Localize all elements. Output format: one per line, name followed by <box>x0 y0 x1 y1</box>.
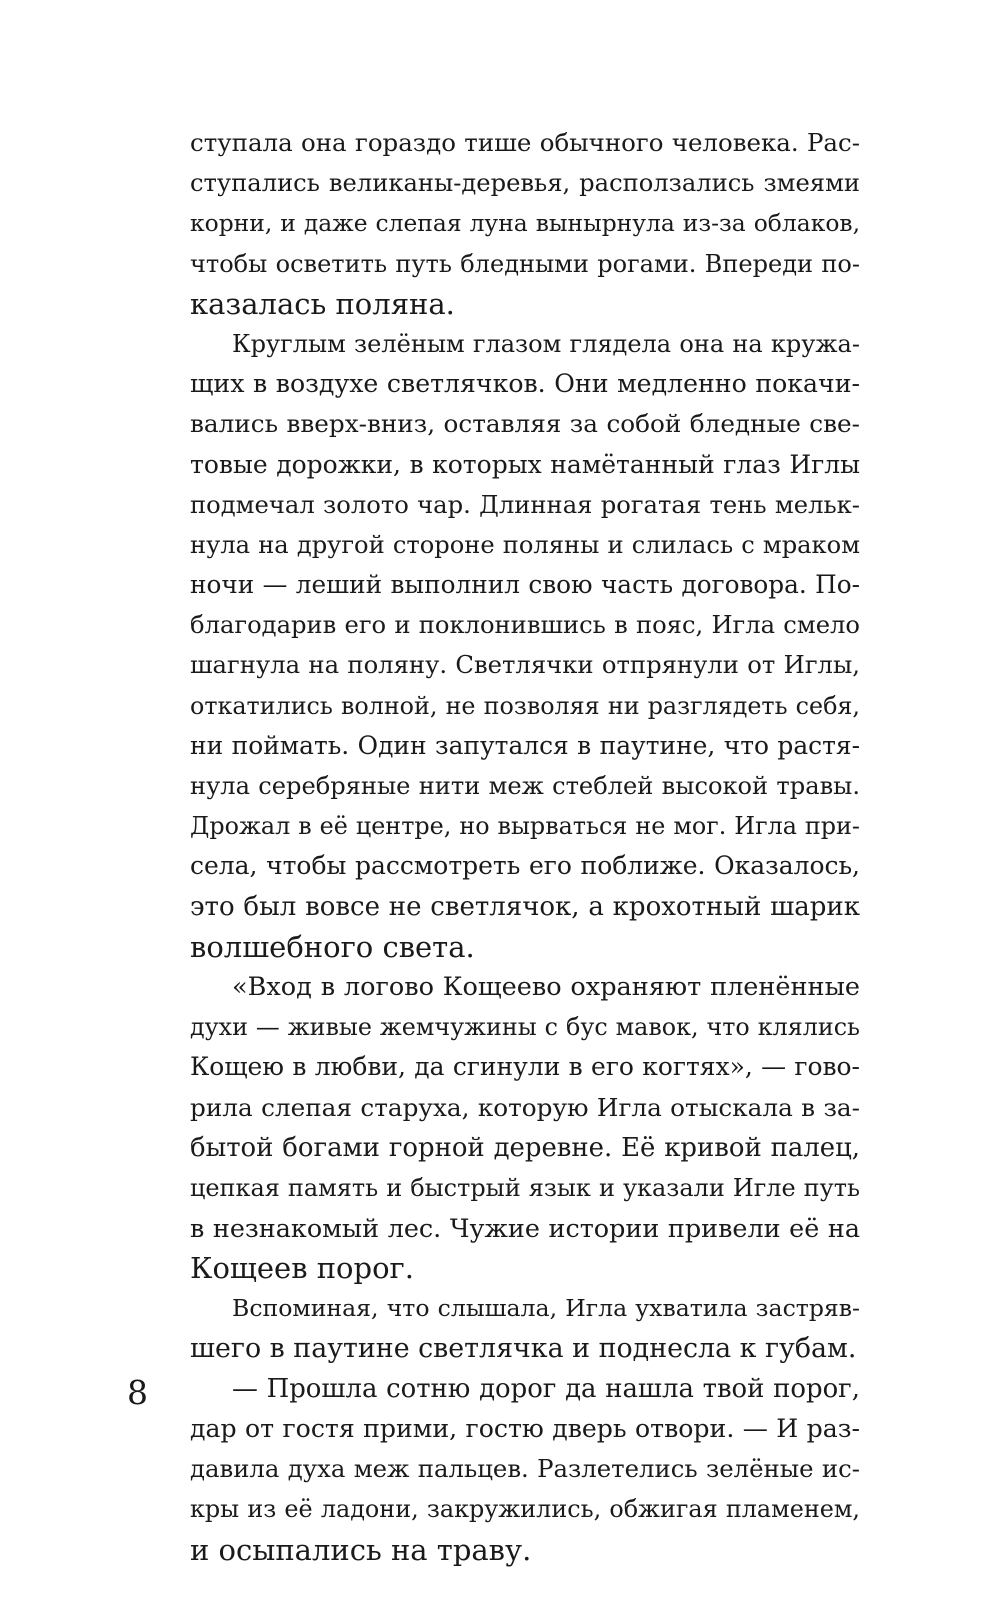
text-line: казалась поляна. <box>190 286 455 321</box>
text-line: шего в паутине светлячка и поднесла к губам. <box>190 1332 857 1364</box>
text-line: духи — живые жемчужины с бус мавок, что клялись <box>190 1013 860 1042</box>
text-line: щих в воздухе светлячков. Они медленно покачи- <box>190 369 860 399</box>
text-line: ночи — леший выполнил свою часть договора. По- <box>190 570 860 600</box>
text-line: рила слепая старуха, которую Игла отыскала в за- <box>190 1092 860 1122</box>
text-line: корни, и даже слепая луна вынырнула из-за облаков, <box>190 209 860 238</box>
text-line: Кощею в любви, да сгинули в его когтях», — гово- <box>190 1052 860 1082</box>
text-line: ступались великаны-деревья, расползались змеями <box>190 169 860 198</box>
text-line: дар от гостя прими, гостю дверь отвори. — И раз- <box>190 1414 860 1443</box>
text-line: товые дорожки, в которых намётанный глаз Иглы <box>190 449 860 479</box>
text-line: чтобы осветить путь бледными рогами. Впереди по- <box>190 249 860 278</box>
text-line: Круглым зелёным глазом глядела она на кружа- <box>232 329 860 358</box>
text-line: и осыпались на траву. <box>190 1532 532 1567</box>
text-line: «Вход в логово Кощеево охраняют пленённые <box>232 971 860 1002</box>
text-line: Вспоминая, что слышала, Игла ухватила застряв- <box>232 1294 860 1323</box>
text-line: это был вовсе не светлячок, а крохотный шарик <box>190 891 860 922</box>
text-line: села, чтобы рассмотреть его поближе. Оказалось, <box>190 851 860 881</box>
text-line: подмечал золото чар. Длинная рогатая тень мельк- <box>190 489 860 519</box>
text-line: ни поймать. Один запутался в паутине, что растя- <box>190 730 860 760</box>
page-number: 8 <box>127 1373 148 1412</box>
text-line: Дрожал в её центре, но вырваться не мог. Игла при- <box>190 812 860 841</box>
text-line: нула на другой стороне поляны и слилась с мраком <box>190 530 860 559</box>
text-line: — Прошла сотню дорог да нашла твой порог, <box>232 1373 860 1404</box>
text-line: благодарив его и поклонившись в пояс, Игла смело <box>190 611 860 640</box>
text-line: откатились волной, не позволяя ни разглядеть себя, <box>190 691 860 720</box>
text-line: кры из её ладони, закружились, обжигая пламенем, <box>190 1495 860 1524</box>
text-line: давила духа меж пальцев. Разлетелись зелёные ис- <box>190 1454 860 1484</box>
text-line: ступала она гораздо тише обычного человека. Рас- <box>190 128 860 157</box>
text-line: Кощеев порог. <box>190 1251 414 1286</box>
text-line: в незнакомый лес. Чужие истории привели её на <box>190 1213 860 1244</box>
text-line: нула серебряные нити меж стеблей высокой травы. <box>190 772 860 800</box>
text-line: шагнула на поляну. Светлячки отпрянули от Иглы, <box>190 650 860 680</box>
text-line: бытой богами горной деревне. Её кривой палец, <box>190 1132 860 1163</box>
text-line: вались вверх-вниз, оставляя за собой бледные све- <box>190 409 860 439</box>
text-line: волшебного света. <box>190 929 475 964</box>
body-text <box>190 123 860 1570</box>
text-line: цепкая память и быстрый язык и указали Игле путь <box>190 1173 860 1202</box>
